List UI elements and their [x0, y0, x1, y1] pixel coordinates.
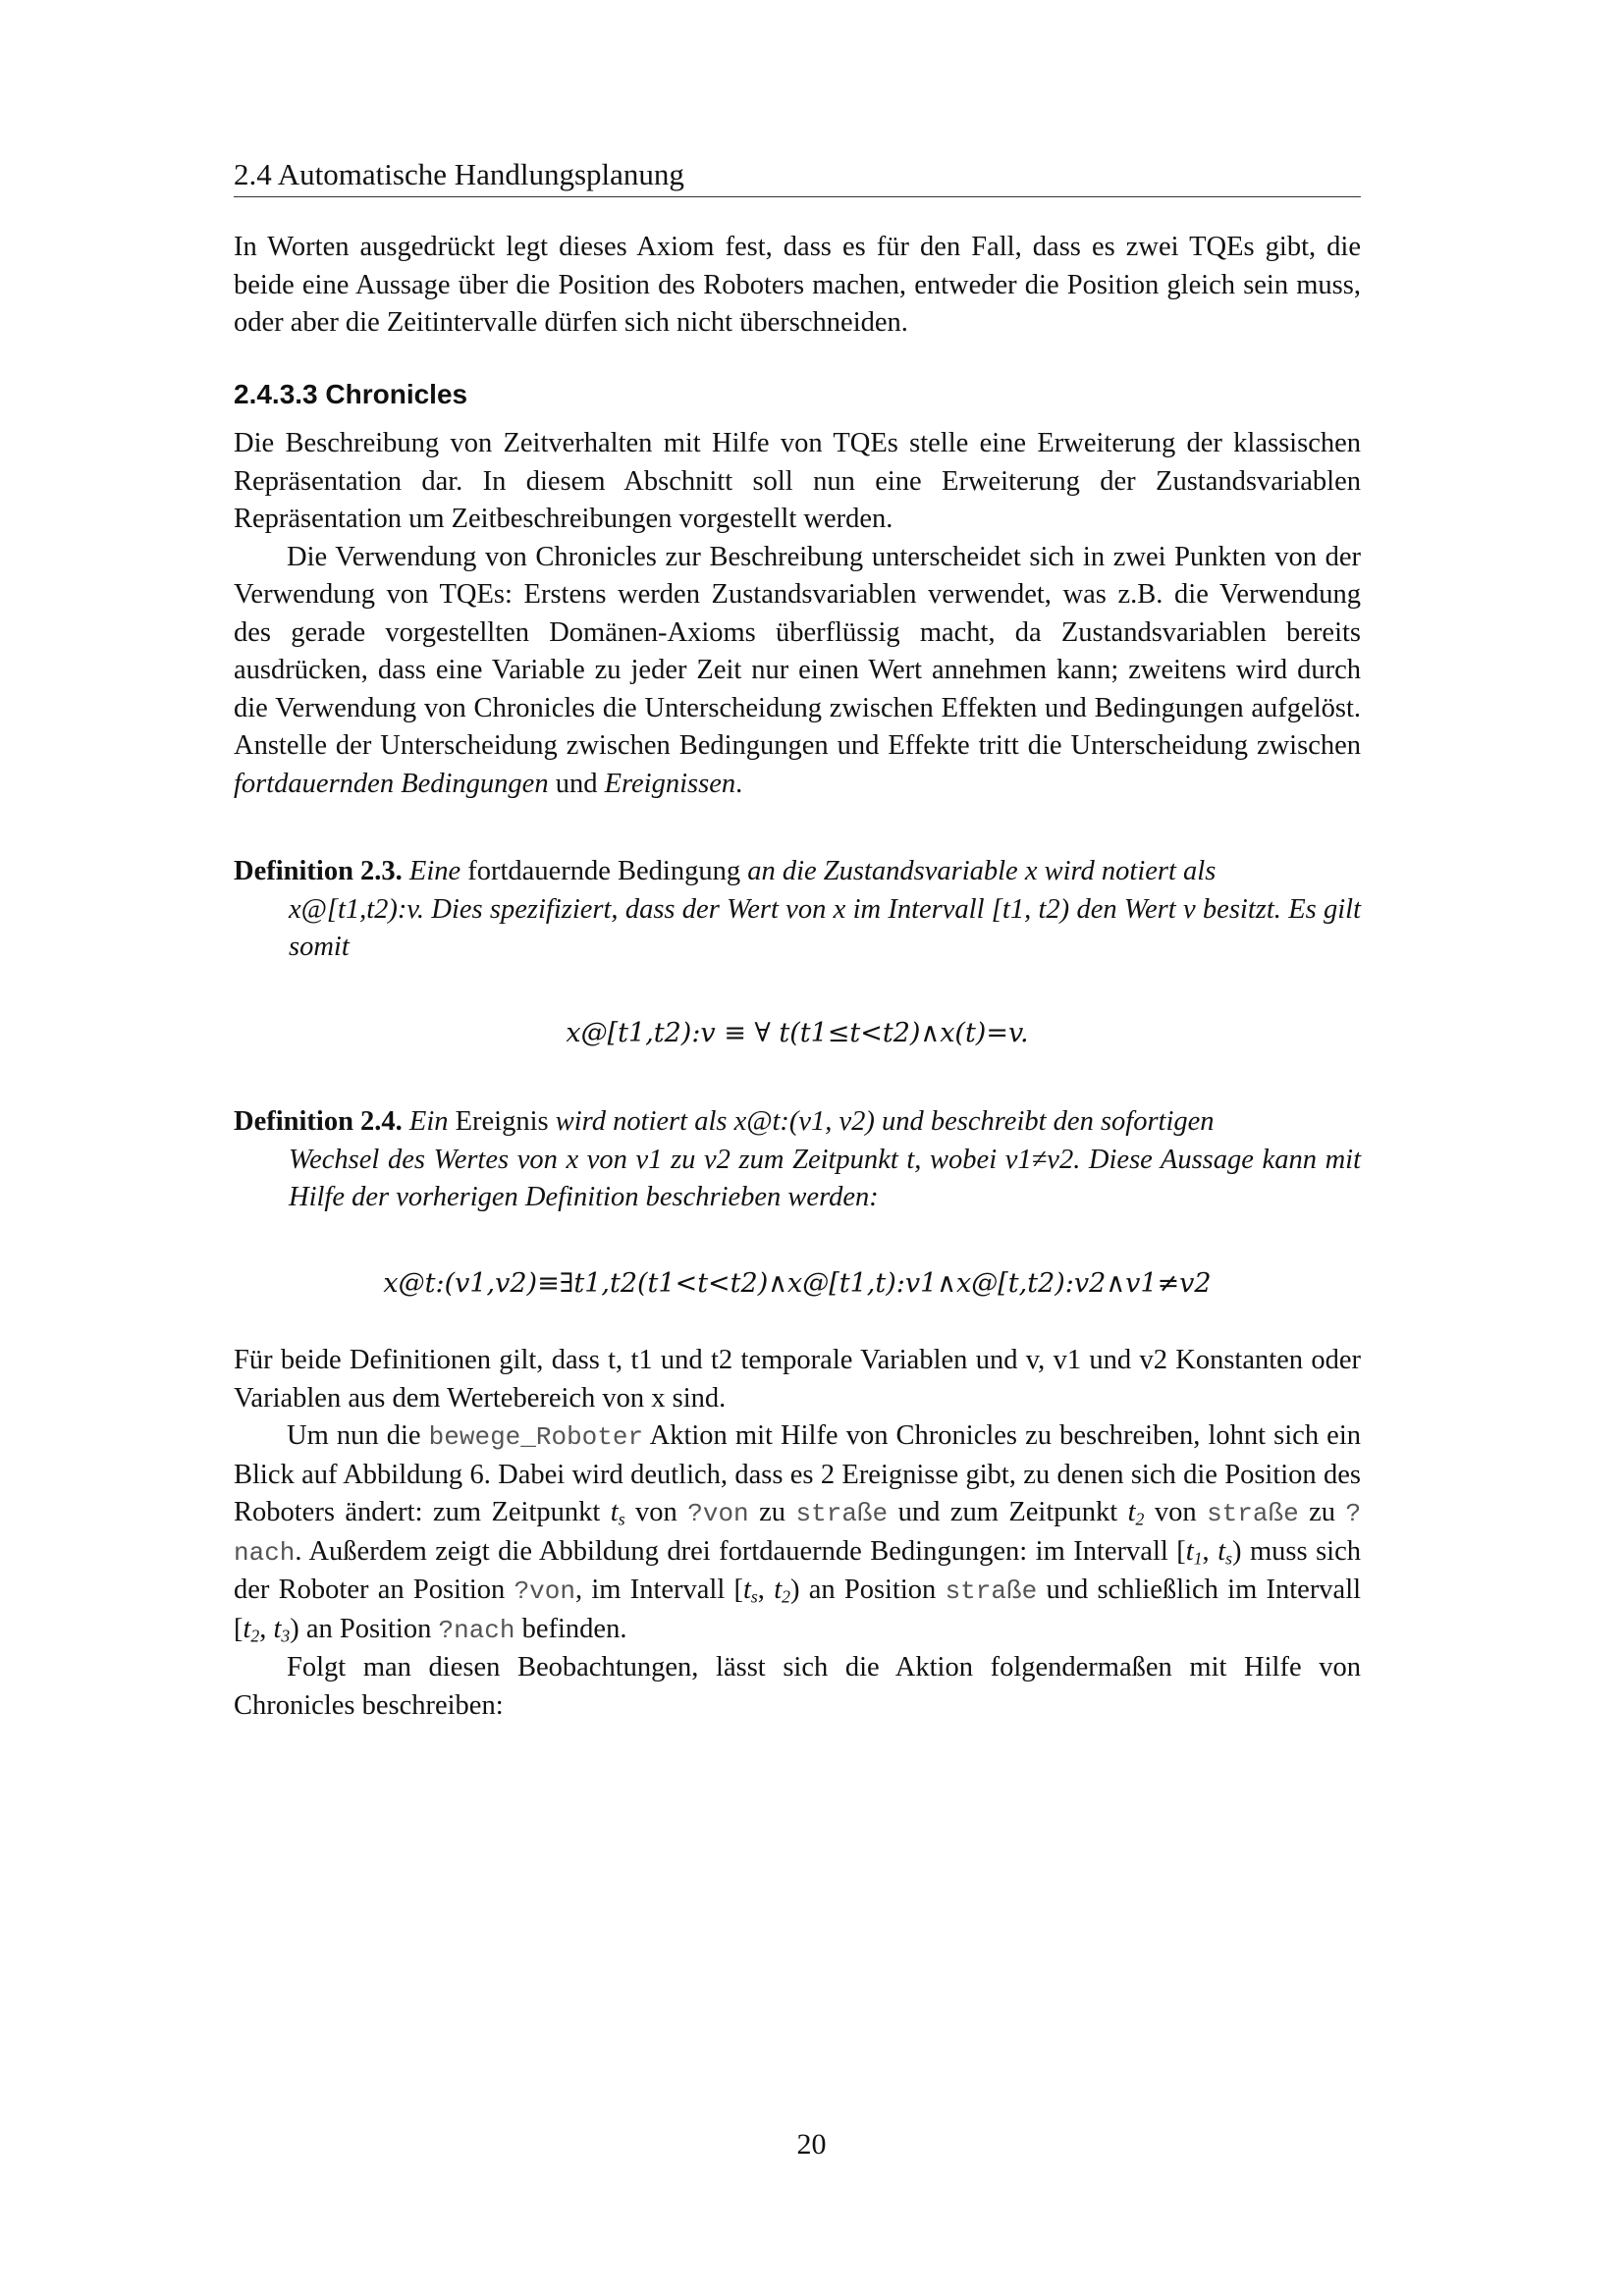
code-von: ?von — [687, 1499, 749, 1528]
formula-2-4: x@t:(v1,v2)≡∃t1,t2(t1<t<t2)∧x@[t1,t):v1∧x@[t,t2):v2∧v1≠v2 — [383, 1268, 1212, 1299]
p2-text: Die Verwendung von Chronicles zur Beschreibung unterscheidet sich in zwei Punkten von der Verwendung von TQEs: Erstens werden Zustandsvariablen verwendet, was z.B. die Verwendung des gerade vorgestellten Domänen-Axioms überflüssig macht, da Zustandsvariablen bereits ausdrücken, dass eine Variable zu jeder Zeit nur einen Wert annehmen kann; zweitens wird durch die Verwendung von Chronicles die Unterscheidung zwischen Effekten und Bedingungen aufgelöst. Anstelle der Unterscheidung zwischen Bedingungen und Effekte tritt die Unterscheidung zwischen — [234, 541, 1361, 761]
p2-d: zu — [759, 1497, 786, 1527]
p2-c: von — [635, 1497, 677, 1527]
p2-e: und zum Zeitpunkt — [897, 1497, 1118, 1527]
term-fortdauernde-bedingungen: fortdauernden Bedingungen — [234, 768, 549, 799]
definition-2-4-body: Wechsel des Wertes von x von v1 zu v2 zum Zeitpunkt t, wobei v1≠v2. Diese Aussage kann mit Hilfe der vorherigen Definition beschrieben werden: — [289, 1144, 1361, 1212]
definition-2-3-line-1 — [234, 853, 1361, 891]
code-strasse-2: straße — [1207, 1499, 1299, 1528]
code-von-2: ?von — [514, 1576, 575, 1606]
p2-b: Aktion mit Hilfe von Chronicles zu beschreiben, lohnt sich ein Blick auf Abbildung 6. Dabei wird deutlich, dass es 2 Ereignisse gibt, zu denen sich die Position des Roboters ändert: zum Zeitpunkt — [234, 1420, 1361, 1527]
intro-text: In Worten ausgedrückt legt dieses Axiom fest, dass es für den Fall, dass es zwei TQEs gibt, die beide eine Aussage über die Position des Roboters machen, entweder die Position gleich sein muss, oder aber die Zeitintervalle dürfen sich nicht überschneiden. — [234, 232, 1361, 338]
definition-2-3 — [234, 853, 1361, 967]
sym-ts: $t_s$ — [610, 1497, 625, 1529]
code-strasse-3: straße — [945, 1576, 1038, 1606]
p2-and: und — [548, 768, 605, 799]
definition-2-3-term: fortdauernde Bedingung — [467, 856, 741, 886]
after-paragraph-3: Folgt man diesen Beobachtungen, lässt sich die Aktion folgendermaßen mit Hilfe von Chronicles beschreiben: — [234, 1652, 1361, 1721]
section-paragraph-1: Die Beschreibung von Zeitverhalten mit Hilfe von TQEs stelle eine Erweiterung der klassischen Repräsentation dar. In diesem Abschnitt soll nun eine Erweiterung der Zustandsvariablen Repräsentation um Zeitbeschreibungen vorgestellt werden. — [234, 428, 1361, 534]
p2-n: befinden. — [521, 1613, 627, 1644]
definition-2-4-a: Ein — [408, 1106, 449, 1137]
after-paragraph-1: Für beide Definitionen gilt, dass t, t1 und t2 temporale Variablen und v, v1 und v2 Konstanten oder Variablen aus dem Wertebereich von x sind. — [234, 1345, 1361, 1414]
definition-2-3-body: x@[t1,t2):v. Dies spezifiziert, dass der Wert von x im Intervall [t1, t2) den Wert v besitzt. Es gilt somit — [289, 893, 1361, 962]
sym-t2: $t_2$ — [1127, 1497, 1145, 1529]
section-body — [234, 425, 1361, 803]
definition-2-4 — [234, 1103, 1361, 1217]
definition-2-3-b: an die Zustandsvariable x wird notiert als — [747, 856, 1217, 886]
p2-i: muss sich der Roboter an Position — [234, 1535, 1361, 1605]
definition-2-4-term: Ereignis — [455, 1106, 549, 1137]
p2-m: an Position — [305, 1613, 432, 1644]
p2-l: und schließlich im Intervall — [1046, 1575, 1362, 1605]
definition-label: Definition 2.3. — [234, 856, 403, 886]
code-bewege-roboter: bewege_Roboter — [428, 1422, 644, 1452]
p2-j: , im Intervall — [575, 1575, 726, 1605]
p2-f: von — [1154, 1497, 1197, 1527]
definition-2-3-a: Eine — [408, 856, 461, 886]
running-header: 2.4 Automatische Handlungsplanung — [234, 155, 1361, 197]
definition-2-4-line-1 — [234, 1103, 1361, 1142]
code-nach-2: ?nach — [438, 1615, 515, 1645]
term-ereignisse: Ereignissen — [604, 768, 736, 799]
definition-label: Definition 2.4. — [234, 1106, 403, 1137]
p2-h: . Außerdem zeigt die Abbildung drei fortdauernde Bedingungen: im Intervall — [295, 1535, 1168, 1567]
code-nach: ?nach — [234, 1499, 1362, 1568]
section-paragraph-2 — [234, 539, 1361, 804]
formula-2-3: x@[t1,t2):v ≡ ∀ t(t1≤t<t2)∧x(t)=v. — [566, 1018, 1029, 1048]
after-body — [234, 1342, 1361, 1725]
definition-2-4-b: wird notiert als x@t:(v1, v2) und beschreibt den sofortigen — [555, 1106, 1215, 1137]
section-heading: 2.4.3.3 Chronicles — [234, 379, 468, 409]
after-paragraph-2: Um nun die bewege_Roboter Aktion mit Hilfe von Chronicles zu beschreiben, lohnt sich ein Blick auf Abbildung 6. Dabei wird deutlich, dass es 2 Ereignisse gibt, zu denen sich die Position des Roboters ändert: zum Zeitpunkt $t_s$ von ?von zu straße und zum Zeitpunkt $t_2$ von straße zu ?nach. Außerdem zeigt die Abbildung drei fortdauernde Bedingungen: im Intervall [$t_1$, $t_s$) muss sich der Roboter an Position ?von, im Intervall [$t_s$, $t_2$) an Position straße und schließlich im Intervall [$t_2$, $t_3$) an Position ?nach befinden. — [234, 1420, 1362, 1645]
p2-g: zu — [1309, 1497, 1336, 1527]
page-number: 20 — [796, 2128, 827, 2161]
p2-a: Um nun die — [287, 1420, 421, 1451]
intro-paragraph — [234, 229, 1361, 343]
p2-end: . — [735, 768, 743, 799]
code-strasse: straße — [795, 1499, 889, 1528]
p2-k: an Position — [808, 1575, 937, 1605]
